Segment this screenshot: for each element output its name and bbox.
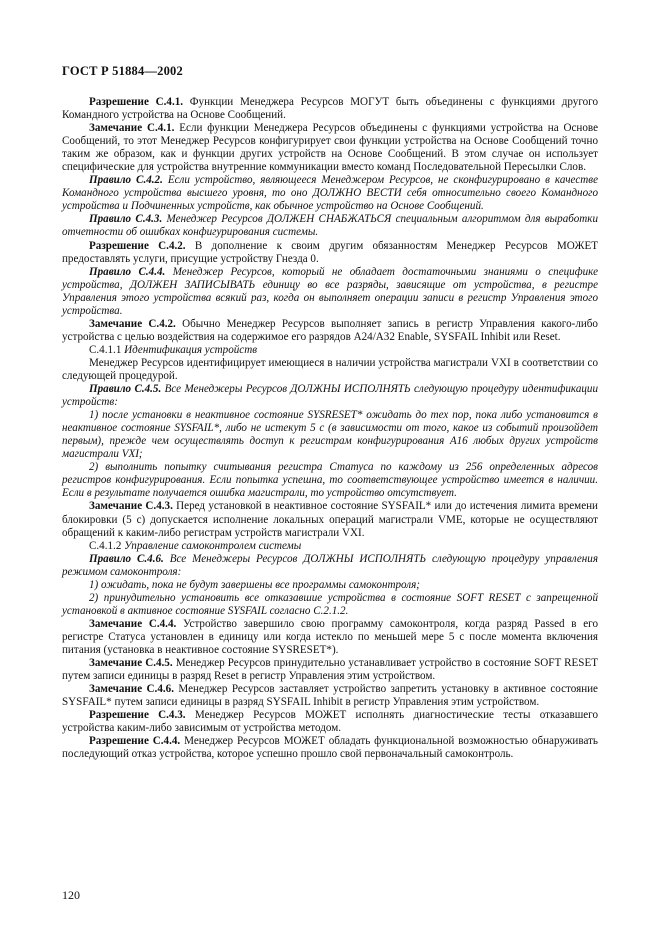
paragraph: Правило С.4.6. Все Менеджеры Ресурсов ДОЛЖНЫ ИСПОЛНЯТЬ следующую процедуру управления режимом самоконтроля:	[62, 552, 598, 578]
paragraph: Правило С.4.5. Все Менеджеры Ресурсов ДОЛЖНЫ ИСПОЛНЯТЬ следующую процедуру идентификации устройств:	[62, 383, 599, 409]
paragraph: Замечание С.4.6. Менеджер Ресурсов заставляет устройство запретить установку в активное состояние SYSFAIL* путем записи единицы в разряд SYSFAIL Inhibit в регистр Управления этим устройством.	[62, 683, 598, 709]
paragraph: Замечание С.4.4. Устройство завершило свою программу самоконтроля, когда разряд Passed в его регистре Статуса установлен в единицу или когда истекло по меньшей мере 5 с после момента включения питания (установка в неактивное состояние SYSRESET*).	[62, 617, 599, 656]
document-header: ГОСТ Р 51884—2002	[62, 64, 183, 78]
paragraph: Разрешение С.4.3. Менеджер Ресурсов МОЖЕТ исполнять диагностические тесты отказавшего устройства каким-либо зависимым от устройства методом.	[62, 709, 598, 735]
paragraph: Правило С.4.2. Если устройство, являющееся Менеджером Ресурсов, не сконфигурировано в качестве Командного устройства высшего уровня, то оно ДОЛЖНО ВЕСТИ себя относительно своего Командного устройства и Подчиненных устройств, как обычное устройство на Основе Сообщений.	[62, 174, 598, 213]
list-item: 1) ожидать, пока не будут завершены все программы самоконтроля;	[89, 578, 420, 591]
paragraph: Разрешение С.4.1. Функции Менеджера Ресурсов МОГУТ быть объединены с функциями другого Командного устройства на Основе Сообщений.	[62, 96, 598, 122]
list-item: 2) выполнить попытку считывания регистра Статуса по каждому из 256 определенных адресов регистров конфигурирования. Если попытка успешна, то соответствующее устройство имеется в наличии. Если в результате получается ошибка магистрали, то устройство отсутствует.	[62, 461, 598, 500]
list-item: 2) принудительно установить все отказавшие устройства в состояние SOFT RESET с запрещенной установкой в активное состояние SYSFAIL согласно С.2.1.2.	[62, 591, 598, 617]
subsection-heading: С.4.1.1 Идентификация устройств	[89, 343, 258, 356]
paragraph: Правило С.4.3. Менеджер Ресурсов ДОЛЖЕН СНАБЖАТЬСЯ специальным алгоритмом для выработки отчетности об ошибках конфигурирования системы.	[62, 213, 598, 239]
list-item: 1) после установки в неактивное состояние SYSRESET* ожидать до тех пор, пока либо установится в неактивное состояние SYSFAIL*, либо не истекут 5 с (в зависимости от того, какое из событий произойдет первым), прежде чем осуществлять доступ к регистрам конфигурирования А16 любых других устройств магистрали VXI;	[62, 409, 598, 461]
document-body	[62, 96, 598, 761]
page-number: 120	[62, 888, 80, 902]
paragraph: Менеджер Ресурсов идентифицирует имеющиеся в наличии устройства магистрали VXI в соответствии со следующей процедурой.	[62, 356, 598, 382]
paragraph: Замечание С.4.2. Обычно Менеджер Ресурсов выполняет запись в регистр Управления какого-либо устройства с целью воздействия на содержимое его разрядов A24/A32 Enable, SYSFAIL Inhibit или Reset.	[62, 317, 598, 343]
paragraph: Замечание С.4.5. Менеджер Ресурсов принудительно устанавливает устройство в состояние SOFT RESET путем записи единицы в разряд Reset в регистр Управления этим устройством.	[62, 657, 598, 683]
paragraph: Замечание С.4.3. Перед установкой в неактивное состояние SYSFAIL* или до истечения лимита времени блокировки (5 с) допускается исполнение локальных операций магистрали VME, которые не осуществляют обращений к каким-либо регистрам устройств магистрали VXI.	[62, 500, 598, 539]
subsection-heading: С.4.1.2 Управление самоконтролем системы	[89, 539, 302, 552]
paragraph: Правило С.4.4. Менеджер Ресурсов, который не обладает достаточными знаниями о специфике устройства, ДОЛЖЕН ЗАПИСЫВАТЬ единицу во все разряды, зависящие от устройства, в регистре Управления этого устройства всякий раз, когда он выполняет операции записи в регистр Управления этого устройства.	[62, 265, 598, 317]
paragraph: Разрешение С.4.4. Менеджер Ресурсов МОЖЕТ обладать функциональной возможностью обнаруживать последующий отказ устройства, которое успешно прошло свой первоначальный самоконтроль.	[62, 735, 598, 761]
paragraph: Разрешение С.4.2. В дополнение к своим другим обязанностям Менеджер Ресурсов МОЖЕТ предоставлять услуги, присущие устройству Гнезда 0.	[62, 239, 598, 265]
paragraph: Замечание С.4.1. Если функции Менеджера Ресурсов объединены с функциями устройства на Основе Сообщений, то этот Менеджер Ресурсов конфигурирует свои функции устройства на Основе Сообщений точно таким же образом, как и функции других устройств на Основе Сообщений. В этом случае он использует специфические для устройства внутренние коммуникации вместо команд Последовательной Пересылки Слов.	[62, 122, 598, 174]
